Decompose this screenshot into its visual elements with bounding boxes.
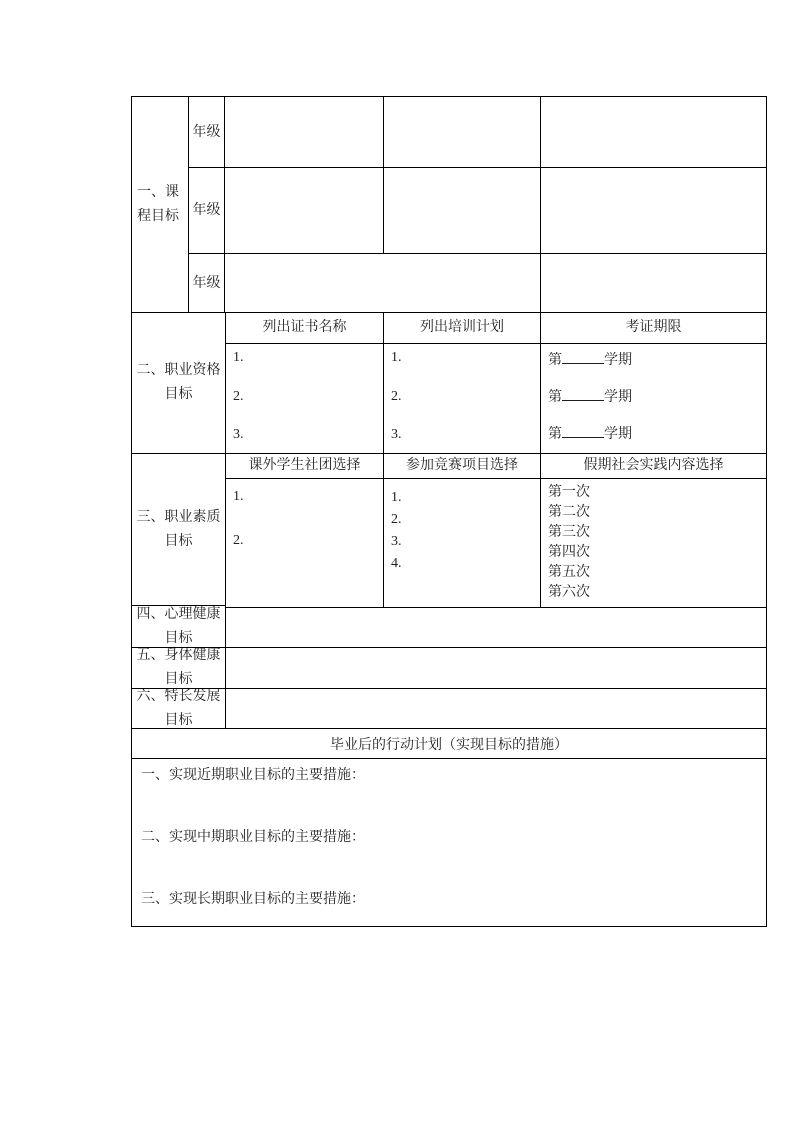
section-quality	[132, 454, 766, 606]
training-item: 3.	[391, 427, 402, 442]
header-club-choice: 课外学生社团选择	[226, 454, 384, 479]
physical-body-cell	[226, 648, 766, 689]
talent-body-cell	[226, 689, 766, 729]
grade-label-cell-1	[189, 97, 225, 168]
certificate-item: 3.	[233, 427, 244, 442]
semester-suffix: 学期	[604, 353, 632, 368]
semester-blank-row	[548, 423, 759, 444]
qualification-header-row	[226, 313, 766, 344]
practice-item: 第四次	[548, 545, 590, 560]
course-cell-3a	[225, 254, 541, 313]
certificate-item: 2.	[233, 388, 244, 404]
club-item: 1.	[233, 489, 244, 504]
practice-item: 第六次	[548, 585, 590, 600]
club-item: 2.	[233, 533, 244, 548]
certificate-list-cell	[226, 344, 384, 454]
semester-blank-line	[562, 349, 604, 364]
measures-cell	[132, 759, 766, 952]
measure-near-term: 一、实现近期职业目标的主要措施：	[141, 768, 365, 783]
section-physical	[132, 648, 766, 689]
header-certificate-name: 列出证书名称	[226, 313, 384, 344]
section-talent-label-cell	[132, 689, 226, 729]
section-talent	[132, 689, 766, 729]
competition-item: 4.	[391, 556, 402, 571]
grade-label-1: 年级	[192, 124, 221, 140]
section-mental-label: 四、心理健康目标	[136, 606, 221, 646]
practice-item: 第三次	[548, 525, 590, 540]
header-training-plan: 列出培训计划	[384, 313, 541, 344]
course-cell-2b	[384, 168, 541, 254]
section-quality-label: 三、职业素质目标	[136, 509, 221, 549]
section-qualification	[132, 313, 766, 454]
section-qualification-rows	[226, 313, 766, 454]
grade-label-2: 年级	[192, 203, 221, 218]
grade-label-cell-2	[189, 168, 225, 254]
action-plan-title: 毕业后的行动计划（实现目标的措施）	[132, 729, 766, 759]
semester-blank-row	[548, 349, 759, 370]
practice-item: 第二次	[548, 505, 590, 520]
action-plan-body-row	[132, 759, 766, 952]
section-course-label: 一、课程目标	[137, 184, 179, 224]
header-practice-choice: 假期社会实践内容选择	[541, 454, 766, 479]
section-course-rows	[189, 97, 766, 313]
practice-list-cell	[541, 479, 766, 608]
qualification-body-row	[226, 344, 766, 454]
course-cell-3b	[541, 254, 766, 313]
section-course	[132, 97, 766, 313]
semester-prefix: 第	[548, 390, 562, 405]
competition-item: 2.	[391, 512, 402, 527]
semester-blank-line	[562, 423, 604, 438]
section-course-label-cell	[132, 97, 189, 313]
quality-body-row	[226, 479, 766, 608]
club-list-cell	[226, 479, 384, 608]
section-mental-label-cell	[132, 606, 226, 648]
measure-mid-term: 二、实现中期职业目标的主要措施：	[141, 830, 365, 845]
course-cell-1c	[541, 97, 766, 168]
action-plan-banner-row	[132, 729, 766, 759]
competition-list-cell	[384, 479, 541, 608]
section-mental	[132, 606, 766, 648]
training-item: 2.	[391, 388, 402, 404]
course-cell-2a	[225, 168, 384, 254]
grade-label-3: 年级	[192, 275, 221, 291]
practice-item: 第一次	[548, 485, 590, 500]
semester-list-cell	[541, 344, 766, 454]
semester-suffix: 学期	[604, 390, 632, 405]
practice-item: 第五次	[548, 565, 590, 580]
grade-label-cell-3	[189, 254, 225, 313]
course-grade-row-1	[189, 97, 766, 168]
course-grade-row-2	[189, 168, 766, 254]
semester-prefix: 第	[548, 427, 562, 442]
header-exam-deadline: 考证期限	[541, 313, 766, 344]
measure-long-term: 三、实现长期职业目标的主要措施：	[141, 892, 365, 907]
header-competition-choice: 参加竞赛项目选择	[384, 454, 541, 479]
semester-prefix: 第	[548, 353, 562, 368]
quality-header-row	[226, 454, 766, 479]
competition-item: 3.	[391, 534, 402, 549]
semester-blank-line	[562, 386, 604, 401]
certificate-item: 1.	[233, 350, 244, 365]
semester-suffix: 学期	[604, 427, 632, 442]
section-physical-label: 五、身体健康目标	[136, 648, 221, 687]
section-qualification-label-cell	[132, 313, 226, 454]
mental-body-cell	[226, 606, 766, 648]
semester-blank-row	[548, 386, 759, 407]
course-cell-1b	[384, 97, 541, 168]
section-quality-rows	[226, 454, 766, 606]
competition-item: 1.	[391, 490, 402, 505]
section-qualification-label: 二、职业资格目标	[136, 363, 221, 402]
training-item: 1.	[391, 350, 402, 365]
section-quality-label-cell	[132, 454, 226, 606]
training-list-cell	[384, 344, 541, 454]
course-grade-row-3	[189, 254, 766, 313]
course-cell-1a	[225, 97, 384, 168]
section-physical-label-cell	[132, 648, 226, 689]
course-cell-2c	[541, 168, 766, 254]
goals-table	[131, 96, 767, 927]
section-talent-label: 六、特长发展目标	[136, 689, 221, 728]
